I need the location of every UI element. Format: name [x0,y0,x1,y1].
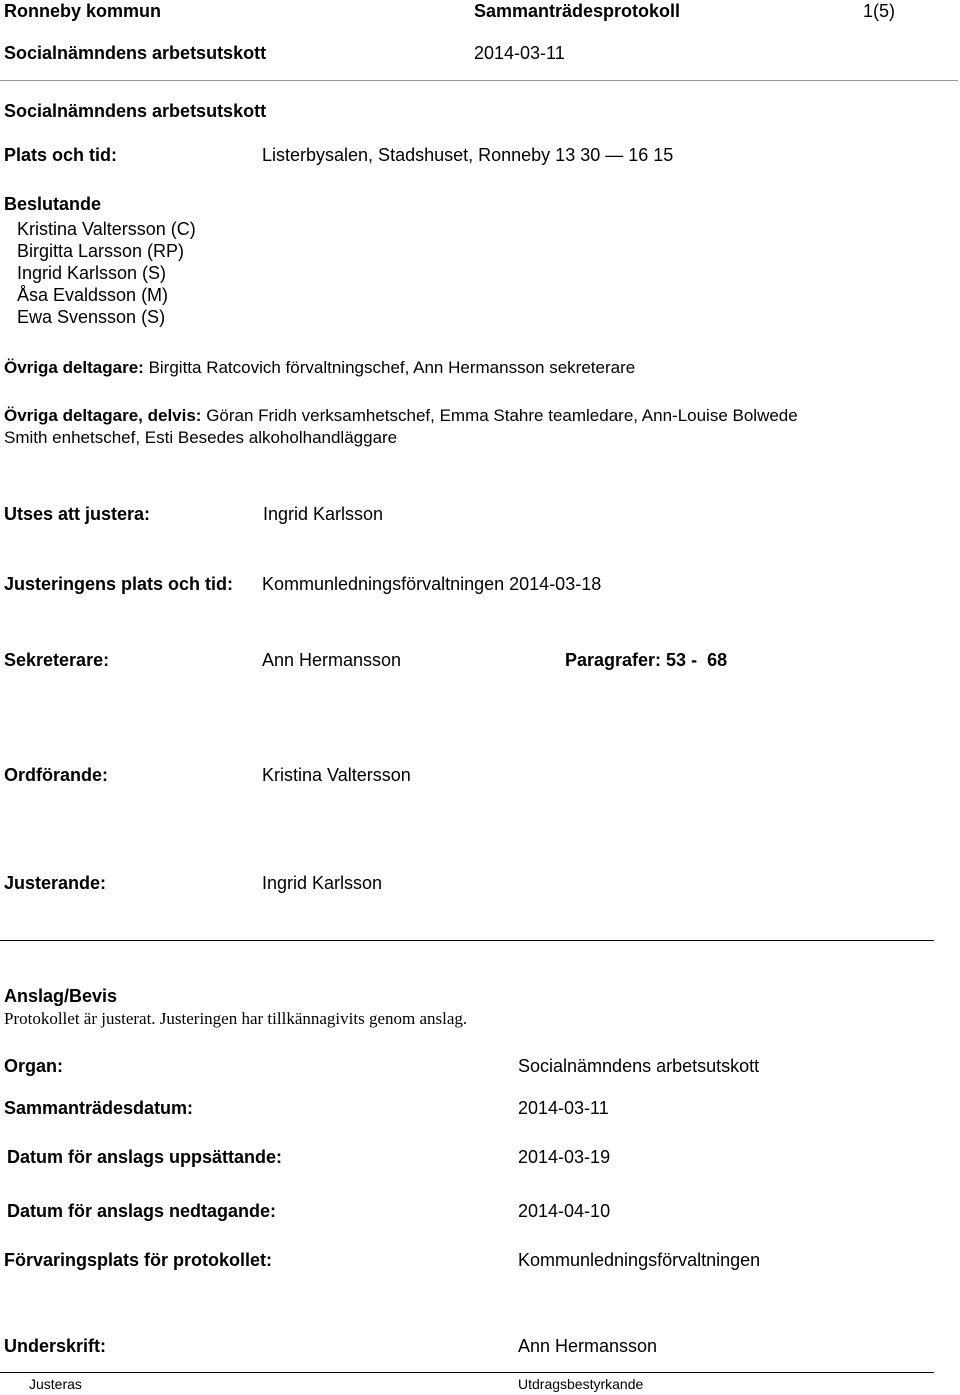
footer-extract-certified: Utdragsbestyrkande [518,1376,644,1392]
partial-participants-continued: Smith enhetschef, Esti Besedes alkoholhandläggare [4,428,398,447]
notice-heading: Anslag/Bevis [4,986,118,1006]
signature-value: Ann Hermansson [518,1336,658,1356]
header-divider [0,80,958,81]
other-participants-value: Birgitta Ratcovich förvaltningschef, Ann Hermansson sekreterare [148,358,636,377]
page-number: 1(5) [863,1,896,21]
adjuster-value: Ingrid Karlsson [263,504,384,524]
posted-date-label: Datum för anslags uppsättande: [7,1147,283,1167]
partial-participants-label: Övriga deltagare, delvis: [4,406,202,425]
other-participants [4,358,635,378]
footer-divider [0,1372,934,1373]
signature-label: Underskrift: [4,1336,107,1356]
posted-date-value: 2014-03-19 [518,1147,611,1167]
storage-label: Förvaringsplats för protokollet: [4,1250,273,1270]
storage-value: Kommunledningsförvaltningen [518,1250,761,1270]
removed-date-label: Datum för anslags nedtagande: [7,1201,277,1221]
deciders-list [17,218,196,328]
municipality-name: Ronneby kommun [4,1,162,21]
notice-statement: Protokollet är justerat. Justeringen har tillkännagivits genom anslag. [4,1009,468,1028]
adjusting-label: Justerande: [4,873,107,893]
secretary-value: Ann Hermansson [262,650,402,670]
decider-item: Åsa Evaldsson (M) [17,285,169,305]
other-participants-label: Övriga deltagare: [4,358,144,377]
partial-participants [4,406,798,426]
decider-item: Ingrid Karlsson (S) [17,263,167,283]
section-heading: Socialnämndens arbetsutskott [4,101,267,121]
place-value: Listerbysalen, Stadshuset, Ronneby 13 30 — 16 15 [262,145,674,165]
adjuster-label: Utses att justera: [4,504,151,524]
deciders-label: Beslutande [4,194,102,214]
footer-adjusted: Justeras [29,1376,82,1392]
adjust-place-value: Kommunledningsförvaltningen 2014-03-18 [262,574,602,594]
header-committee: Socialnämndens arbetsutskott [4,43,267,63]
organ-value: Socialnämndens arbetsutskott [518,1056,760,1076]
chair-label: Ordförande: [4,765,109,785]
document-type: Sammanträdesprotokoll [474,1,681,21]
decider-item: Birgitta Larsson (RP) [17,241,185,261]
adjust-place-label: Justeringens plats och tid: [4,574,234,594]
adjusting-value: Ingrid Karlsson [262,873,383,893]
notice-divider [0,940,934,941]
decider-item: Kristina Valtersson (C) [17,219,196,239]
secretary-label: Sekreterare: [4,650,110,670]
meeting-date-value: 2014-03-11 [518,1098,609,1118]
place-label: Plats och tid: [4,145,118,165]
paragraphs-label: Paragrafer: 53 - 68 [565,650,728,670]
header-date: 2014-03-11 [474,43,565,63]
chair-value: Kristina Valtersson [262,765,411,785]
meeting-date-label: Sammanträdesdatum: [4,1098,194,1118]
organ-label: Organ: [4,1056,64,1076]
decider-item: Ewa Svensson (S) [17,307,166,327]
removed-date-value: 2014-04-10 [518,1201,611,1221]
partial-participants-value: Göran Fridh verksamhetschef, Emma Stahre teamledare, Ann-Louise Bolwede [206,406,798,425]
